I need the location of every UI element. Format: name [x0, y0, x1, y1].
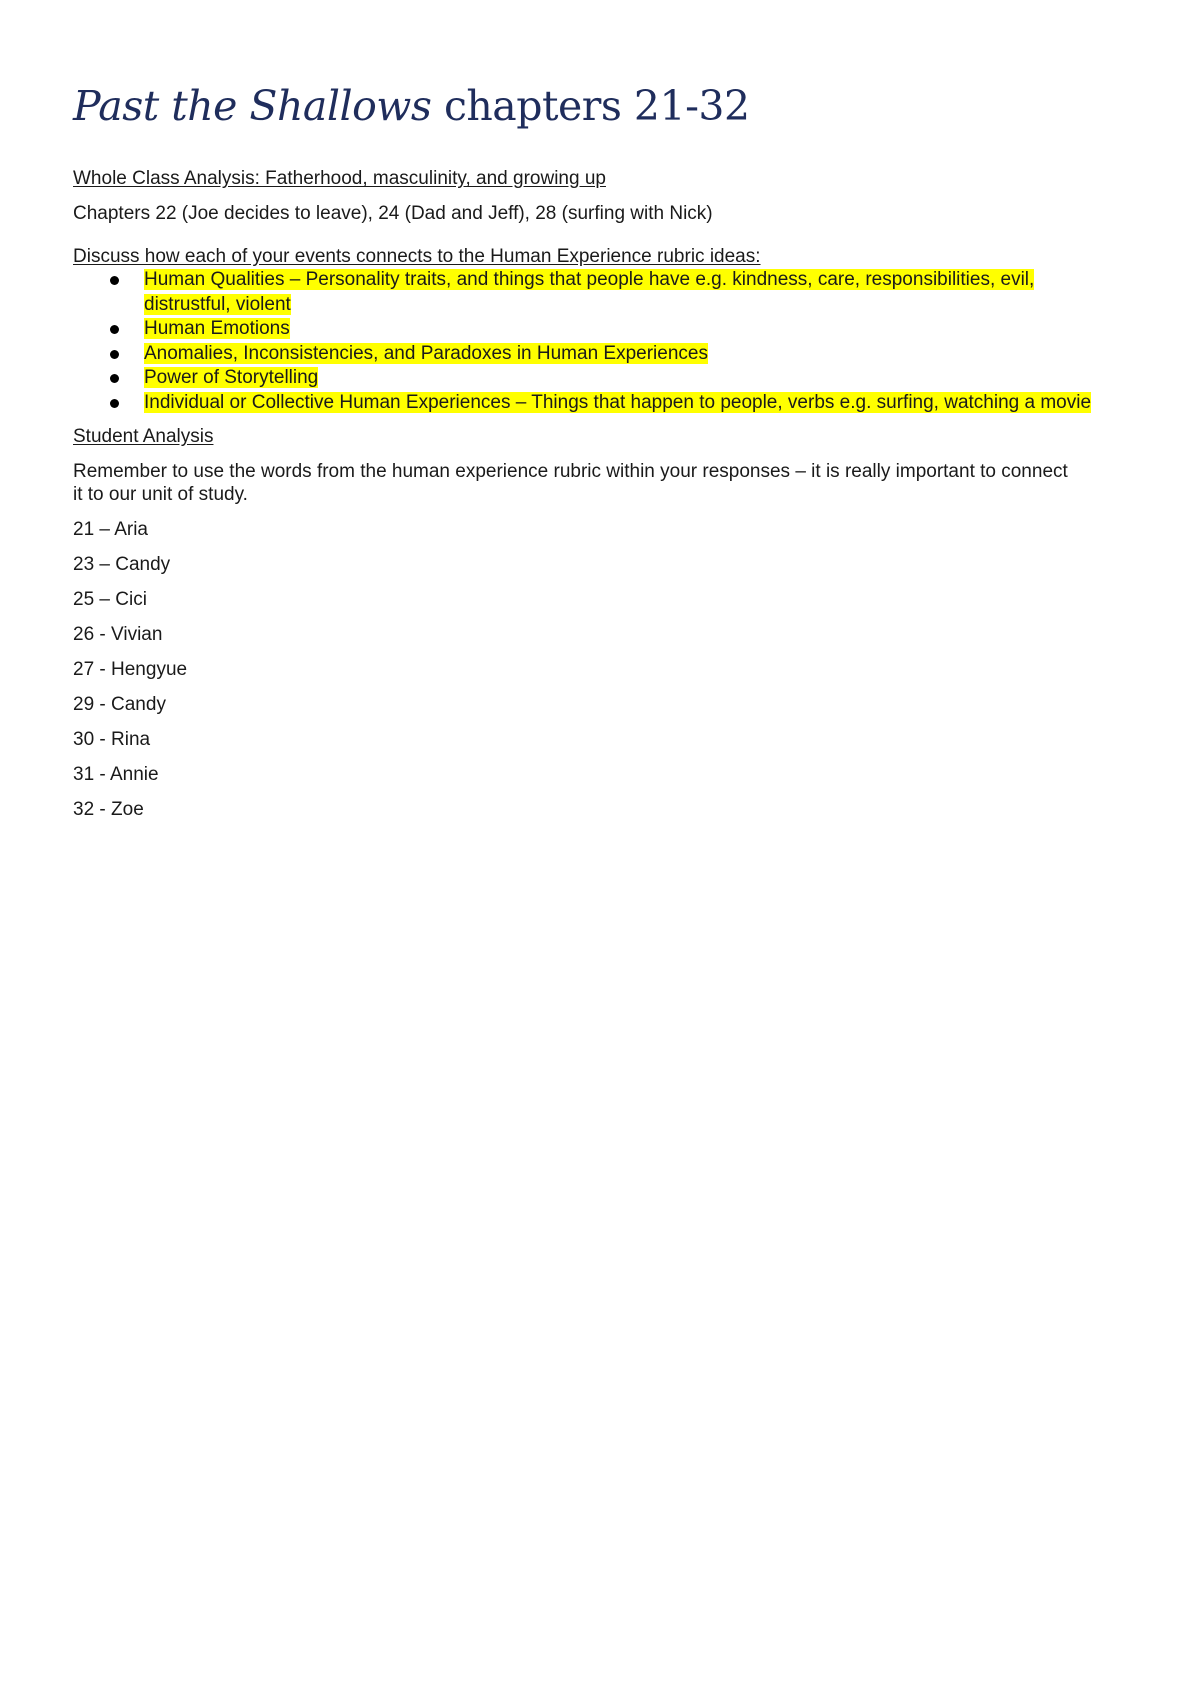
assignment-line: 30 - Rina: [73, 729, 151, 750]
reminder-text: Remember to use the words from the human experience rubric within your responses – it is really important to connect it to our unit of study.: [73, 461, 1068, 505]
bullet-icon: [110, 350, 119, 359]
chapters-line: Chapters 22 (Joe decides to leave), 24 (Dad and Jeff), 28 (surfing with Nick): [73, 203, 713, 224]
rubric-item-text: Anomalies, Inconsistencies, and Paradoxes in Human Experiences: [144, 342, 708, 364]
rubric-list: [73, 268, 1113, 415]
list-item: [110, 317, 1113, 342]
list-item: [110, 268, 1113, 317]
document-title: [73, 78, 1113, 134]
title-rest: chapters 21-32: [431, 82, 750, 130]
assignment-line: 21 – Aria: [73, 519, 148, 540]
bullet-icon: [110, 399, 119, 408]
assignment-line: 32 - Zoe: [73, 799, 144, 820]
whole-class-heading: Whole Class Analysis: Fatherhood, masculinity, and growing up: [73, 168, 606, 189]
bullet-icon: [110, 325, 119, 334]
document-body: [73, 78, 1113, 833]
assignment-line: 29 - Candy: [73, 694, 166, 715]
assignment-line: 26 - Vivian: [73, 624, 163, 645]
list-item: [110, 391, 1113, 416]
assignment-line: 25 – Cici: [73, 589, 147, 610]
list-item: [110, 366, 1113, 391]
list-item: [110, 342, 1113, 367]
assignment-line: 27 - Hengyue: [73, 659, 188, 680]
bullet-icon: [110, 374, 119, 383]
rubric-item-text: Individual or Collective Human Experiences – Things that happen to people, verbs e.g. surfing, watching a movie: [144, 391, 1092, 413]
rubric-item-text: Human Qualities – Personality traits, and things that people have e.g. kindness, care, responsibilities, evil, distrustful, violent: [144, 269, 1035, 315]
title-italic: Past the Shallows: [73, 82, 432, 130]
bullet-icon: [110, 276, 119, 285]
rubric-item-text: Human Emotions: [144, 318, 290, 339]
discuss-heading: Discuss how each of your events connects to the Human Experience rubric ideas:: [73, 246, 761, 267]
assignment-line: 31 - Annie: [73, 764, 159, 785]
assignment-line: 23 – Candy: [73, 554, 171, 575]
student-analysis-heading: Student Analysis: [73, 426, 214, 447]
rubric-item-text: Power of Storytelling: [144, 367, 319, 388]
